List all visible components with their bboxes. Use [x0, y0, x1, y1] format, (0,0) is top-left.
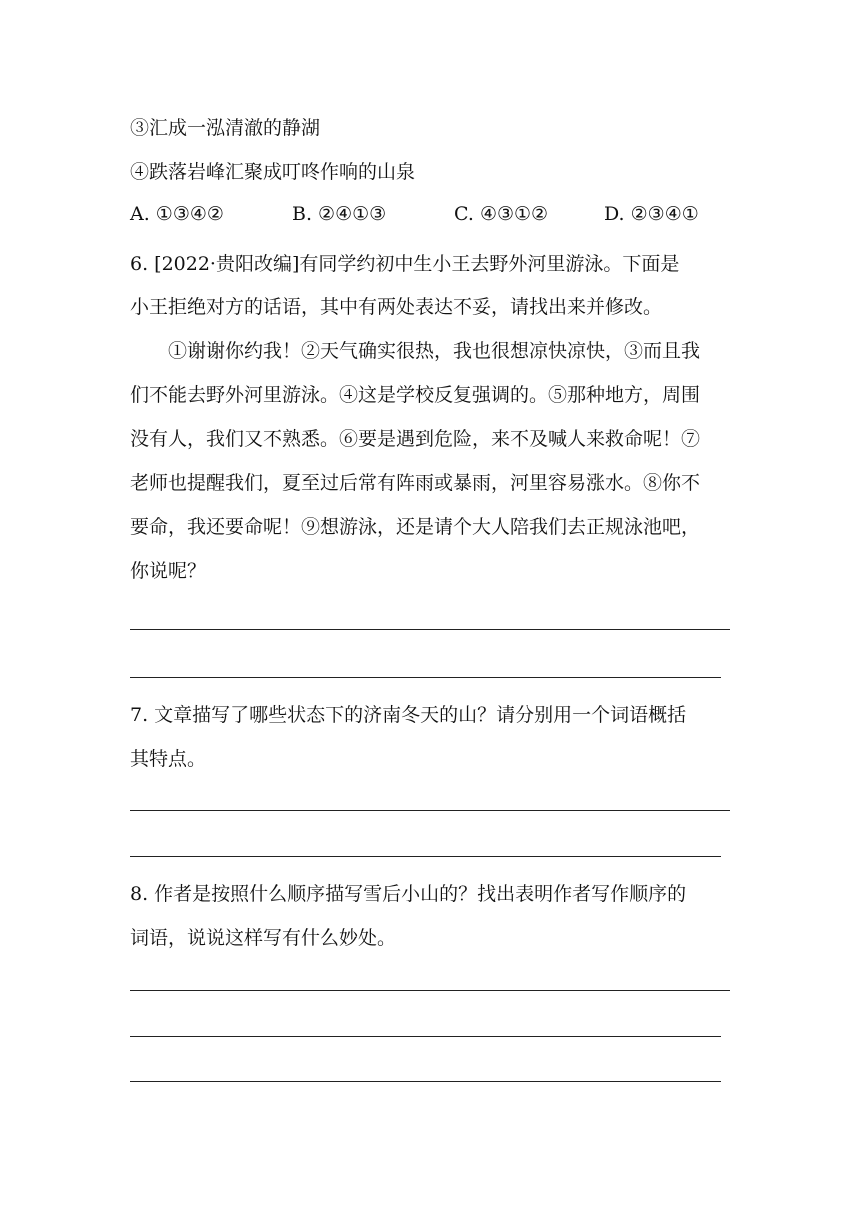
q7-answer-line-1[interactable] — [130, 810, 730, 811]
choice-c[interactable]: C. ④③①② — [454, 203, 549, 225]
option-item-4: ④跌落岩峰汇聚成叮咚作响的山泉 — [130, 161, 416, 183]
q8-answer-line-1[interactable] — [130, 990, 730, 991]
q6-answer-line-1[interactable] — [130, 629, 730, 630]
q8-answer-line-2[interactable] — [130, 1036, 721, 1037]
q6-prompt-line-1: 6. [2022·贵阳改编]有同学约初中生小王去野外河里游泳。下面是 — [130, 253, 680, 275]
q7-prompt-line-2: 其特点。 — [130, 748, 207, 770]
option-item-3: ③汇成一泓清澈的静湖 — [130, 117, 321, 139]
choice-b[interactable]: B. ②④①③ — [292, 203, 387, 225]
q6-passage-line-5: 要命，我还要命呢！⑨想游泳，还是请个大人陪我们去正规泳池吧， — [130, 516, 701, 538]
q6-passage-line-6: 你说呢？ — [130, 560, 207, 582]
q7-prompt-line-1: 7. 文章描写了哪些状态下的济南冬天的山？请分别用一个词语概括 — [130, 704, 687, 726]
q8-prompt-line-2: 词语，说说这样写有什么妙处。 — [130, 927, 397, 949]
q7-answer-line-2[interactable] — [130, 856, 721, 857]
q5-choices — [130, 202, 730, 230]
q8-prompt-line-1: 8. 作者是按照什么顺序描写雪后小山的？找出表明作者写作顺序的 — [130, 883, 687, 905]
q8-answer-line-3[interactable] — [130, 1081, 721, 1082]
q6-passage-line-4: 老师也提醒我们，夏至过后常有阵雨或暴雨，河里容易涨水。⑧你不 — [130, 472, 701, 494]
q6-prompt-line-2: 小王拒绝对方的话语，其中有两处表达不妥，请找出来并修改。 — [130, 296, 663, 318]
q6-passage-line-3: 没有人，我们又不熟悉。⑥要是遇到危险，来不及喊人来救命呢！⑦ — [130, 428, 701, 450]
choice-a[interactable]: A. ①③④② — [130, 203, 224, 225]
q6-passage-line-2: 们不能去野外河里游泳。④这是学校反复强调的。⑤那种地方，周围 — [130, 384, 701, 406]
q6-answer-line-2[interactable] — [130, 677, 721, 678]
choice-d[interactable]: D. ②③④① — [604, 203, 699, 225]
q6-passage-line-1: ①谢谢你约我！②天气确实很热，我也很想凉快凉快，③而且我 — [168, 340, 701, 362]
